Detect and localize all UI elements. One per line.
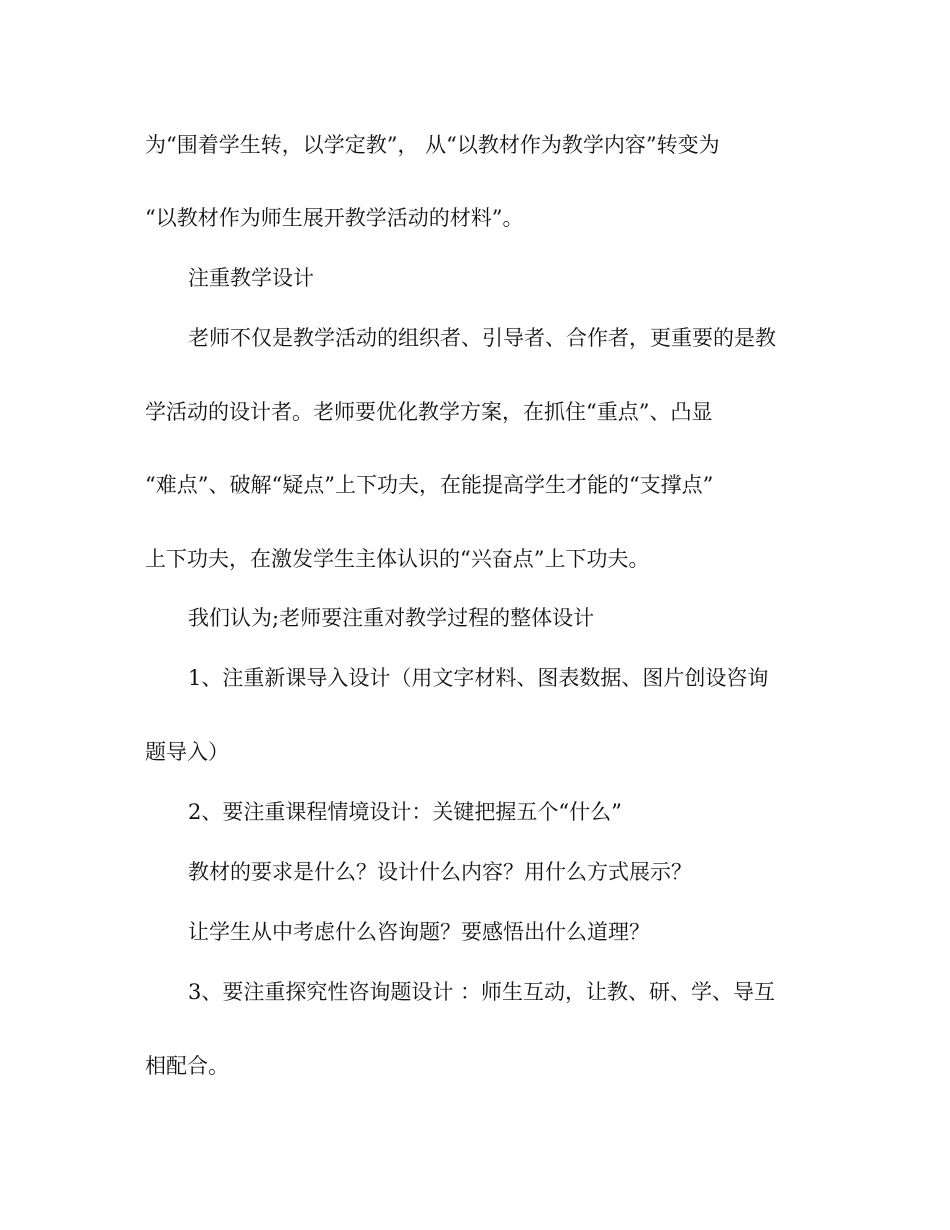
- paragraph-line: “以教材作为师生展开教学活动的材料”。: [145, 206, 524, 230]
- list-item: 3、要注重探究性咨询题设计 ：师生互动，让教、研、学、导互: [188, 980, 776, 1004]
- paragraph-line: 教材的要求是什么？设计什么内容？用什么方式展示？: [188, 860, 692, 884]
- list-item-continuation: 相配合。: [145, 1054, 229, 1078]
- list-item-continuation: 题导入）: [145, 740, 229, 764]
- paragraph-line: 上下功夫，在激发学生主体认识的“兴奋点”上下功夫。: [145, 547, 650, 571]
- list-item: 2、要注重课程情境设计：关键把握五个“什么”: [188, 800, 622, 824]
- paragraph-line: 让学生从中考虑什么咨询题？要感悟出什么道理？: [188, 920, 650, 944]
- paragraph-line: 老师不仅是教学活动的组织者、引导者、合作者，更重要的是教: [188, 326, 776, 350]
- paragraph-line: 我们认为;老师要注重对教学过程的整体设计: [188, 606, 595, 630]
- list-item: 1、注重新课导入设计（用文字材料、图表数据、图片创设咨询: [188, 666, 769, 690]
- paragraph-line: 学活动的设计者。老师要优化教学方案，在抓住“重点”、凸显: [145, 400, 713, 424]
- paragraph-line: “难点”、破解“疑点”上下功夫，在能提高学生才能的“支撑点”: [145, 473, 714, 497]
- section-heading: 注重教学设计: [188, 266, 314, 290]
- paragraph-line: 为“围着学生转，以学定教”， 从“以教材作为教学内容”转变为: [145, 133, 720, 157]
